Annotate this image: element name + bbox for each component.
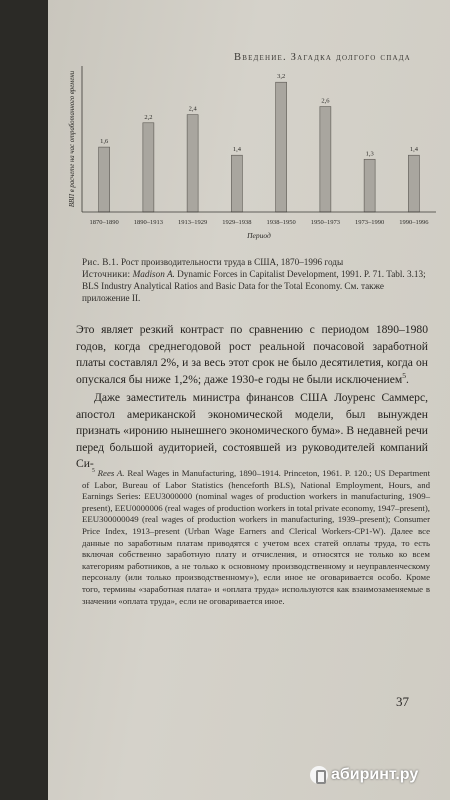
chart-bar-2 <box>143 123 154 212</box>
chart-bar-6 <box>320 107 331 212</box>
chart-bar-3 <box>187 115 198 212</box>
sources-label: Источники: <box>82 269 131 279</box>
book-page <box>48 0 450 800</box>
chart-value-label-3: 2,4 <box>188 105 197 113</box>
chart-bars <box>99 82 420 212</box>
chart-bar-5 <box>276 82 287 212</box>
labirint-watermark <box>310 766 450 794</box>
chart-x-tick-1: 1870–1890 <box>89 219 119 226</box>
chart-value-label-6: 2,6 <box>321 97 330 105</box>
running-head: Введение. Загадка долгого спада <box>234 52 411 63</box>
sources-text: Dynamic Forces in Capitalist Development, 1991. P. 71. Tabl. 3.13; BLS Industry Analytical Ratios and Basic Data for the Total Economy. См. также приложение II. <box>82 269 426 303</box>
chart-y-axis-label: ВВП в расчете на час отработанного времени <box>69 70 76 208</box>
sources-author: Madison A. <box>132 269 175 279</box>
labirint-logo-icon <box>310 766 328 784</box>
chart-x-tick-6: 1950–1973 <box>310 219 340 226</box>
watermark-text: абиринт.ру <box>331 766 419 784</box>
figure-label: Рис. В.1. <box>82 257 119 267</box>
paragraph-1: Это являет резкий контраст по сравнению с периодом 1890–1980 годов, когда среднегодовой рост реальной почасовой заработной платы составлял 2%, и за весь этот срок не было десятилетия, когда он опускался бы ниже 1,2%; даже 1930-е годы не были исключением$^5$. <box>76 323 428 386</box>
chart-bar-7 <box>364 159 375 212</box>
chart-value-label-8: 1,4 <box>409 146 418 154</box>
main-text <box>76 322 428 473</box>
chart-bar-4 <box>231 155 242 212</box>
footnote-text: Real Wages in Manufacturing, 1890–1914. Princeton, 1961. P. 120.; US Department of Labor, Bureau of Labor Statistics (henceforth BLS), National Employment, Hours, and Earnings Series: EEU3000000 (nominal wages of production workers in manufacturing, 1909–present), EEU0000006 (real wages of production workers in total private economy, 1947–present), EEU300000049 (real wages of production workers in manufacturing, 1939–present); Consumer Price Index, 1913–present (Urban Wage Earners and Clerical Workers-CP1-W). Далее все данные по заработным платам приводятся с учетом всех статей оплаты труда, то есть включая собственно заработную плату и отчисления, и относятся не только ко всем категориям работников, а не только к основному производственному и неуправленческому персоналу (или только производственному»), если иное не оговаривается особо. Кроме того, термины «заработная плата» и «оплата труда» используются как взаимозаменяемые в значении «оплата труда», если не оговаривается иное. <box>82 468 431 606</box>
chart-value-label-5: 3,2 <box>277 73 286 81</box>
chart-bar-1 <box>99 147 110 212</box>
figure-title: Рост производительности труда в США, 1870–1996 годы <box>121 257 344 267</box>
page-number: 37 <box>396 694 409 709</box>
chart-x-tick-8: 1990–1996 <box>399 219 429 226</box>
footnote-number: 5 <box>92 468 95 475</box>
chart-x-tick-4: 1929–1938 <box>222 219 252 226</box>
chart-value-label-2: 2,2 <box>144 113 153 121</box>
chart-bar-8 <box>408 155 419 212</box>
chart-x-ticks <box>90 219 430 226</box>
footnote-author: Rees A. <box>97 468 125 478</box>
paragraph-1-text: Это являет резкий контраст по сравнению с периодом 1890–1980 годов, когда среднегодовой рост реальной почасовой заработной платы составлял 2%, и за весь этот срок не было десятилетия, когда он опускался бы ниже 1,2%; даже 1930-е годы не были исключением <box>76 323 428 386</box>
chart-x-tick-2: 1890–1913 <box>133 219 163 226</box>
chart-x-tick-3: 1913–1929 <box>178 219 208 226</box>
chart-x-tick-7: 1973–1990 <box>355 219 385 226</box>
chart-x-axis-label: Период <box>247 231 271 240</box>
productivity-bar-chart <box>52 58 442 258</box>
figure-caption <box>82 256 432 304</box>
chart-value-label-7: 1,3 <box>365 150 374 158</box>
footnote <box>82 468 430 607</box>
chart-value-label-4: 1,4 <box>232 146 241 154</box>
chart-value-label-1: 1,6 <box>100 138 109 146</box>
footnote-ref: 5 <box>402 370 406 380</box>
paragraph-2: Даже заместитель министра финансов США Лоуренс Саммерс, апостол американской экономической модели, был вынужден признать «иронию нынешнего экономического бума». В недавней речи перед большой аудиторией, состоявшей из руководителей компаний Си- <box>76 391 428 470</box>
chart-x-tick-5: 1938–1950 <box>266 219 296 226</box>
